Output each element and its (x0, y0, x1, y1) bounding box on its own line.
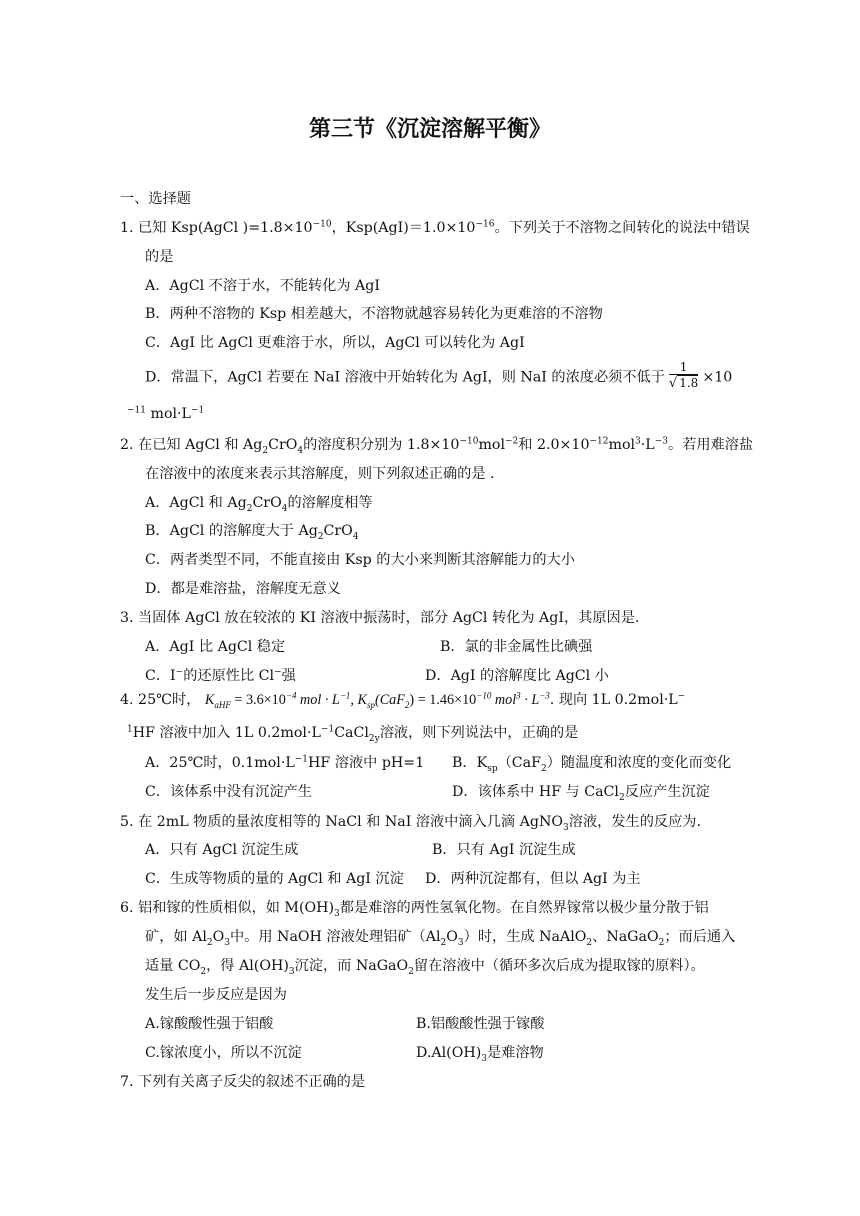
question-6-option-d: $D.Al(OH)_3$是难溶物 (416, 1045, 544, 1064)
section-heading: 一、选择题 (120, 191, 191, 207)
question-2-option-a: A．AgCl 和 $Ag_2CrO_4$的溶解度相等 (145, 495, 373, 514)
question-1-option-a: A．AgCl 不溶于水，不能转化为 AgI (145, 278, 380, 294)
question-3-option-c: C．I−的还原性比 Cl−强 (145, 667, 296, 684)
question-1-stem-cont: 的是 (145, 249, 174, 265)
question-3-option-a: A．AgI 比 AgCl 稳定 (145, 639, 286, 655)
question-4-option-b: B．$K_{sp}(CaF_2)$随温度和浓度的变化而变化 (452, 755, 732, 774)
question-3-option-b: B．氯的非金属性比碘强 (440, 639, 593, 655)
question-6-option-b: B.铝酸酸性强于镓酸 (416, 1016, 545, 1032)
question-4-stem-cont: $^1$HF 溶液中加入 1L $0.2mol\cdot L^{-1}CaCl_{2y}$溶液，则下列说法中，正确的是 (127, 724, 579, 744)
question-6-stem-line4: 发生后一步反应是因为 (145, 987, 287, 1003)
question-4-stem: 4. 25℃时， $K_{aHF} = 3.6\times 10^{-4}$ mol · $L^{-1}$, $K_{sp}(CaF_2) = 1.46\times 10^{-10}$ $mol^3 \cdot L^{-3}$. 现向 1L 0.2mol·L− (120, 690, 686, 710)
document-title: 第三节《沉淀溶解平衡》 (308, 116, 551, 142)
question-2-option-d: D．都是难溶盐，溶解度无意义 (145, 581, 341, 597)
question-4-option-d: D．该体系中 HF 与 CaCl$_2$反应产生沉淀 (452, 784, 710, 803)
question-2-option-b: B．AgCl 的溶解度大于 $Ag_2CrO_4$ (145, 523, 359, 542)
question-5-option-b: B．只有 AgI 沉淀生成 (432, 842, 576, 858)
question-6-option-a: A.镓酸酸性强于铝酸 (145, 1016, 274, 1032)
question-6-stem-line3: 适量 $CO_2$，得 $Al(OH)_3$沉淀，而 NaGaO$_2$留在溶液中（循环多次后成为提取镓的原料）。 (145, 958, 705, 977)
question-6-option-c: C.镓浓度小，所以不沉淀 (145, 1045, 302, 1061)
equation-ka-ksp: $K_{aHF} = 3.6\times 10^{-4}$ mol · $L^{-1}$, $K_{sp}(CaF_2) = 1.46\times 10^{-10}$ $mol^3 \cdot L^{-3}$ (204, 690, 550, 710)
question-1-option-b: B．两种不溶物的 Ksp 相差越大，不溶物就越容易转化为更难溶的不溶物 (145, 306, 603, 322)
question-1-option-c: C．AgI 比 AgCl 更难溶于水，所以，AgCl 可以转化为 AgI (145, 335, 525, 351)
question-3-option-d: D．AgI 的溶解度比 AgCl 小 (425, 668, 609, 684)
question-7-stem: 7. 下列有关离子反尖的叙述不正确的是 (120, 1074, 366, 1090)
question-4-option-a: A．25℃时，$0.1mol\cdot L^{-1}HF$ 溶液中 pH=1 (145, 754, 425, 771)
question-5-option-a: A．只有 AgCl 沉淀生成 (145, 842, 299, 858)
question-4-option-c: C．该体系中没有沉淀产生 (145, 784, 312, 800)
question-2-stem: 2. 在已知 AgCl 和 $Ag_2CrO_4$的溶度积分别为 $1.8\times 10^{-10}mol^{-2}$和 $2.0\times 10^{-12}mol^3\cdot L^{-3}$。若用难溶盐 (120, 436, 754, 456)
question-5-option-c: C．生成等物质的量的 AgCl 和 AgI 沉淀 (145, 871, 404, 887)
question-6-stem-line1: 6. 铝和镓的性质相似，如 $M(OH)_3$都是难溶的两性氢氧化物。在自然界镓常以极少量分散于铝 (120, 900, 709, 919)
question-5-option-d: D．两种沉淀都有，但以 AgI 为主 (425, 871, 641, 887)
question-2-option-c: C．两者类型不同，不能直接由 Ksp 的大小来判断其溶解能力的大小 (145, 552, 575, 568)
question-1-option-d: D．常温下，AgCl 若要在 NaI 溶液中开始转化为 AgI，则 NaI 的浓度必须不低于 $\frac{1}{√ 1.8}$ ×10 (145, 360, 733, 391)
question-5-stem: 5. 在 2mL 物质的量浓度相等的 NaCl 和 NaI 溶液中滴入几滴 AgNO$_3$溶液，发生的反应为. (120, 814, 701, 833)
question-1-stem: 1. 已知 Ksp(AgCl )$=1.8\times 10^{-10}$，$Ksp(AgI)=1.0\times 10^{-16}$。下列关于不溶物之间转化的说法中错误 (120, 219, 750, 236)
question-3-stem: 3. 当固体 AgCl 放在较浓的 KI 溶液中振荡时，部分 AgCl 转化为 AgI，其原因是. (120, 610, 640, 626)
question-2-stem-cont: 在溶液中的浓度来表示其溶解度，则下列叙述正确的是 . (145, 466, 495, 482)
question-1-option-d-cont: $^{-11}$ $mol\cdot L^{-1}$ (127, 405, 205, 422)
question-6-stem-line2: 矿，如 $Al_2O_3$中。用 NaOH 溶液处理铝矿$(Al_2O_3)$时，生成 NaAlO$_2$、NaGaO$_2$；而后通入 (145, 929, 736, 948)
fraction-1-over-sqrt-1-8: $\frac{1}{√ 1.8}$ (668, 360, 699, 391)
